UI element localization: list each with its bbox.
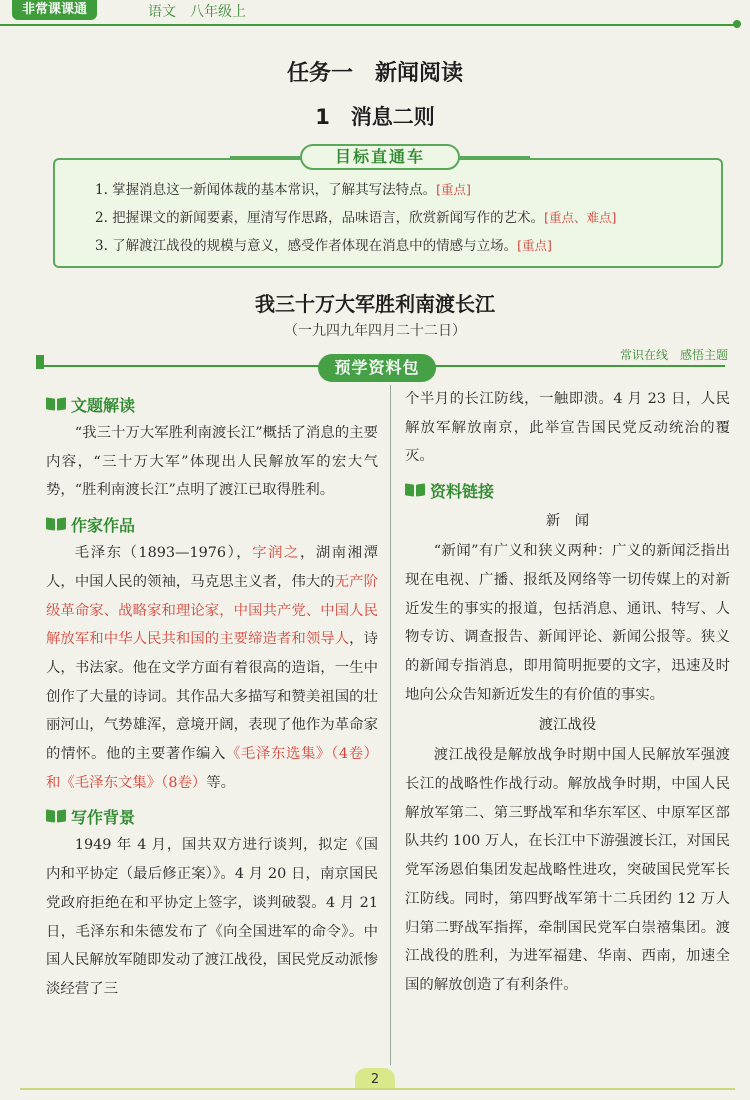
header-dot — [733, 20, 741, 28]
news-subtitle: 新 闻 — [545, 513, 590, 530]
section-title: 写作背景 — [71, 807, 136, 827]
goal-tag: [重点、难点] — [544, 210, 617, 225]
section-heading — [46, 801, 378, 831]
section-heading — [46, 509, 378, 539]
book-icon — [46, 809, 66, 824]
title-interpretation-text: “我三十万大军胜利南渡长江”概括了消息的主要内容，“三十万大军”体现出人民解放军的宏大气势，“胜利南渡长江”点明了渡江已取得胜利。 — [46, 425, 378, 499]
author-highlight: 无产阶级革命家、战略家和理论家，中国共产党、中国人民解放军和中华人民共和国的主要缔造者和领导人 — [46, 573, 378, 648]
author-text-part: 等。 — [206, 774, 236, 791]
battle-subtitle: 渡江战役 — [538, 717, 597, 734]
goals-title: 目标直通车 — [300, 144, 460, 170]
author-text — [46, 539, 378, 797]
goal-text: 2. 把握课文的新闻要素，厘清写作思路，品味语言，欣赏新闻写作的艺术。 — [95, 210, 545, 226]
goal-item — [95, 176, 721, 204]
book-icon — [405, 483, 425, 498]
news-text: “新闻”有广义和狭义两种：广义的新闻泛指出现在电视、广播、报纸及网络等一切传媒上的对新近发生的事实的报道，包括消息、通讯、特写、人物专访、调查报告、新闻评论、新闻公报等。狭义的新闻专指消息，即用简明扼要的文字，迅速及时地向公众告知新近发生的有价值的事实。 — [405, 543, 730, 703]
goal-text: 1. 掌握消息这一新闻体裁的基本常识，了解其写法特点。 — [95, 182, 437, 198]
battle-text: 渡江战役是解放战争时期中国人民解放军强渡长江的战略性作战行动。解放战争时期，中国人民解放军第二、第三野战军和华东军区、中原军区部队共约 100 万人，在长江中下游强渡长江，对国民党军汤恩伯集团发起战略性进攻，突破国民党军长江防线。同时，第四野战军第十二兵团约 12 万人归第二野战军指挥，牵制国民党军白崇禧集团。渡江战役的胜利，为进军福建、华南、西南，加速全国的解放创造了有利条件。 — [405, 747, 730, 993]
background-text-continued: 个半月的长江防线，一触即溃。4 月 23 日，人民解放军解放南京，此举宣告国民党反动统治的覆灭。 — [405, 391, 730, 465]
goal-tag: [重点] — [517, 238, 552, 253]
author-text-part: ，湖南湘潭人，中国人民的领袖，马克思主义者，伟大的 — [46, 545, 378, 590]
background-text: 1949 年 4 月，国共双方进行谈判，拟定《国内和平协定（最后修正案）》。4 月 20 日，南京国民党政府拒绝在和平协定上签字，谈判破裂。4 月 21 日，毛泽东和朱德发布了《向全国进军的命令》。中国人民解放军随即发动了渡江战役，国民党反动派惨淡经营了三 — [46, 837, 378, 997]
goals-box — [53, 158, 723, 268]
column-divider — [390, 385, 391, 1065]
goal-item — [95, 232, 721, 260]
left-column — [46, 385, 378, 1004]
lesson-title: 1 消息二则 — [315, 105, 435, 129]
section-title: 文题解读 — [71, 395, 136, 415]
section-title: 资料链接 — [430, 481, 495, 501]
section-title: 作家作品 — [71, 515, 136, 535]
preview-links[interactable]: 常识在线 感悟主题 — [619, 348, 728, 362]
page-number: 2 — [355, 1068, 395, 1090]
preview-label: 预学资料包 — [318, 354, 436, 382]
brand-label: 非常课课通 — [12, 0, 97, 20]
book-icon — [46, 517, 66, 532]
footer-rule — [20, 1088, 735, 1090]
goal-text: 3. 了解渡江战役的规模与意义，感受作者体现在消息中的情感与立场。 — [95, 238, 518, 254]
section-heading — [405, 475, 730, 505]
author-text-part: 毛泽东（1893—1976）， — [74, 545, 253, 562]
author-text-part: ，诗人，书法家。他在文学方面有着很高的造诣，一生中创作了大量的诗词。其作品大多描写和赞美祖国的壮丽河山，气势雄浑，意境开阔，表现了他作为革命家的情怀。他的主要著作编入 — [46, 631, 378, 763]
header-subtitle: 语文 八年级上 — [148, 4, 246, 20]
goals-list — [55, 160, 721, 260]
book-icon — [46, 397, 66, 412]
article-date: （一九四九年四月二十二日） — [284, 323, 466, 339]
goal-tag: [重点] — [436, 182, 471, 197]
article-title: 我三十万大军胜利南渡长江 — [255, 292, 495, 316]
right-column — [405, 385, 730, 1000]
author-highlight: 字润之 — [252, 545, 300, 562]
header-rule — [0, 24, 735, 26]
task-title: 任务一 新闻阅读 — [286, 61, 463, 86]
author-highlight: 《毛泽东选集》（4卷）和《毛泽东文集》（8卷） — [46, 746, 378, 791]
goal-item — [95, 204, 721, 232]
section-heading — [46, 389, 378, 419]
page-header — [0, 0, 750, 26]
